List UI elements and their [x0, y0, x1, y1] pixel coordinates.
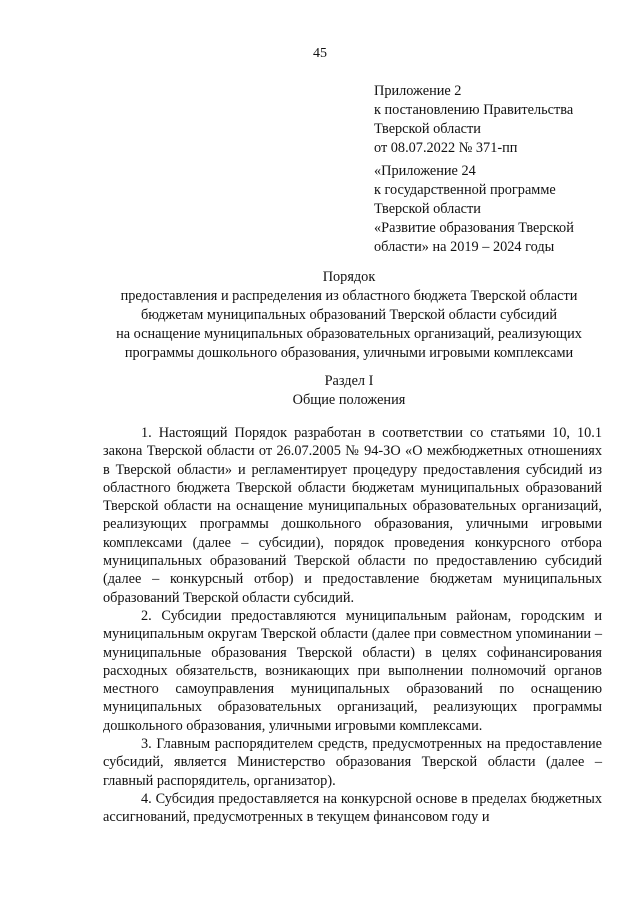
appendix-2-line: Приложение 2 — [374, 83, 462, 99]
section-number: Раздел I — [324, 373, 374, 389]
paragraph-3: 3. Главным распорядителем средств, предусмотренных на предоставление субсидий, является Министерство образования Тверской области (далее – главный распорядитель, организатор). — [103, 736, 602, 789]
appendix-2-header — [374, 82, 624, 158]
section-name: Общие положения — [292, 392, 406, 408]
title-line: предоставления и распределения из областного бюджета Тверской области — [120, 288, 578, 304]
appendix-2-line: Тверской области — [374, 121, 481, 137]
appendix-24-header — [374, 162, 624, 257]
appendix-2-line: к постановлению Правительства — [374, 102, 574, 118]
page-number: 45 — [313, 46, 327, 61]
paragraph-1: 1. Настоящий Порядок разработан в соответствии со статьями 10, 10.1 закона Тверской области от 26.07.2005 № 94-ЗО «О межбюджетных отношениях в Тверской области» и регламентирует процедуру предоставления субсидий из областного бюджета Тверской области бюджетам муниципальных образований Тверской области на оснащение муниципальных образовательных организаций, реализующих программы дошкольного образования, уличными игровыми комплексами (далее – субсидии), порядок проведения конкурсного отбора муниципальных образований Тверской области по предоставлению субсидий (далее – конкурсный отбор) и предоставление бюджетам муниципальных образований Тверской области субсидий. — [103, 425, 602, 606]
appendix-2-line: от 08.07.2022 № 371-пп — [374, 140, 518, 156]
paragraph-4: 4. Субсидия предоставляется на конкурсной основе в пределах бюджетных ассигнований, предусмотренных в текущем финансовом году и — [103, 790, 602, 826]
appendix-24-line: Тверской области — [374, 201, 481, 217]
title-line: на оснащение муниципальных образовательных организаций, реализующих — [116, 326, 582, 342]
section-heading — [96, 372, 602, 410]
appendix-24-line: «Развитие образования Тверской — [374, 220, 574, 236]
title-line: бюджетам муниципальных образований Тверской области субсидий — [141, 307, 557, 323]
title-heading: Порядок — [322, 269, 376, 285]
paragraph-2: 2. Субсидии предоставляются муниципальным районам, городским и муниципальным округам Тверской области (далее при совместном упоминании – муниципальные образования Тверской области) в целях софинансирования расходных обязательств, возникающих при выполнении полномочий органов местного самоуправления муниципальных образований по оснащению муниципальных образовательных организаций, реализующих программы дошкольного образования, уличными игровыми комплексами. — [103, 607, 602, 734]
appendix-24-line: области» на 2019 – 2024 годы — [374, 239, 555, 255]
title-line: программы дошкольного образования, уличными игровыми комплексами — [124, 345, 574, 361]
appendix-24-line: к государственной программе — [374, 182, 556, 198]
appendix-24-line: «Приложение 24 — [374, 163, 476, 179]
document-title — [96, 268, 602, 363]
document-body — [103, 424, 602, 827]
